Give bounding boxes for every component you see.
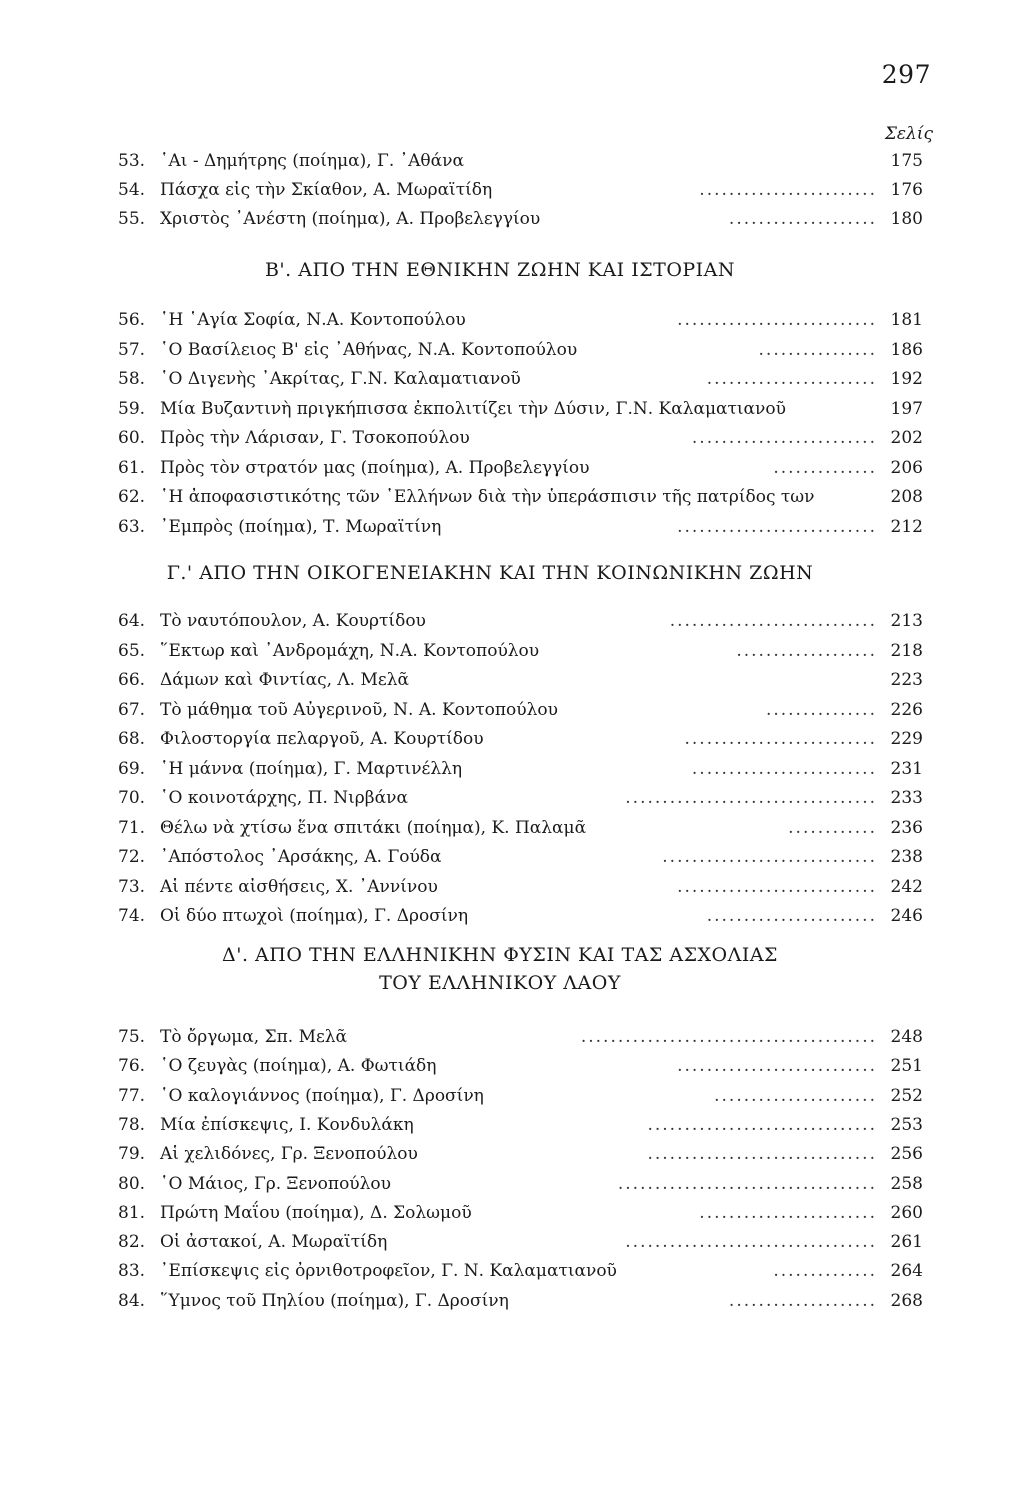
entry-number: 73. bbox=[118, 876, 146, 897]
dot-leader: ........................... bbox=[677, 310, 877, 330]
entry-page-number: 258 bbox=[890, 1173, 923, 1194]
toc-entry bbox=[0, 1082, 1013, 1110]
entry-number: 66. bbox=[118, 670, 146, 690]
entry-title: Μία ἐπίσκεψις, Ι. Κονδυλάκη bbox=[160, 1114, 414, 1135]
entry-page-number: 197 bbox=[890, 398, 923, 419]
entry-page-number: 261 bbox=[890, 1232, 923, 1253]
entry-page-number: 181 bbox=[890, 310, 923, 330]
dot-leader: .................... bbox=[728, 1290, 877, 1311]
entry-title: Πρὸς τὴν Λάρισαν, Γ. Τσοκοπούλου bbox=[160, 428, 470, 448]
dot-leader: ....................... bbox=[706, 906, 877, 926]
entry-page-number: 242 bbox=[890, 876, 923, 897]
entry-title: ῾Η μάννα (ποίημα), Γ. Μαρτινέλλη bbox=[160, 758, 463, 779]
toc-entry bbox=[0, 637, 1013, 665]
entry-title: Θέλω νὰ χτίσω ἕνα σπιτάκι (ποίημα), Κ. Παλαμᾶ bbox=[160, 817, 587, 838]
entry-number: 54. bbox=[118, 180, 146, 200]
dot-leader: ............ bbox=[788, 817, 877, 838]
entry-page-number: 236 bbox=[890, 817, 923, 838]
entry-title: Αἱ πέντε αἰσθήσεις, Χ. ᾿Αννίνου bbox=[160, 876, 438, 897]
entry-title: Τὸ ναυτόπουλον, Α. Κουρτίδου bbox=[160, 611, 426, 631]
entry-title: ῾Ο κοινοτάρχης, Π. Νιρβάνα bbox=[160, 788, 408, 808]
toc-entry bbox=[0, 1111, 1013, 1139]
dot-leader: ............................ bbox=[669, 611, 877, 631]
section-heading-b: Β'. ΑΠΟ ΤΗΝ ΕΘΝΙΚΗΝ ΖΩΗΝ ΚΑΙ ΙΣΤΟΡΙΑΝ bbox=[264, 259, 736, 281]
entry-number: 79. bbox=[118, 1144, 146, 1165]
entry-page-number: 231 bbox=[890, 758, 923, 779]
entry-page-number: 246 bbox=[890, 906, 923, 926]
entry-number: 77. bbox=[118, 1085, 146, 1106]
entry-page-number: 264 bbox=[890, 1261, 923, 1282]
entry-title: ᾿Απόστολος ᾿Αρσάκης, Α. Γούδα bbox=[160, 847, 442, 867]
entry-title: ῾Η ῾Αγία Σοφία, Ν.Α. Κοντοπούλου bbox=[160, 310, 466, 330]
toc-entry bbox=[0, 784, 1013, 812]
entry-title: ῞Υμνος τοῦ Πηλίου (ποίημα), Γ. Δροσίνη bbox=[160, 1290, 509, 1311]
toc-entry bbox=[0, 696, 1013, 724]
entry-title: ῾Ο ζευγὰς (ποίημα), Α. Φωτιάδη bbox=[160, 1056, 437, 1077]
toc-entry bbox=[0, 755, 1013, 783]
toc-entry bbox=[0, 666, 1013, 694]
dot-leader: ........................................ bbox=[580, 1027, 877, 1047]
entry-title: ῾Ο Διγενὴς ᾿Ακρίτας, Γ.Ν. Καλαματιανοῦ bbox=[160, 369, 521, 389]
entry-page-number: 268 bbox=[890, 1290, 923, 1311]
toc-entry bbox=[0, 1170, 1013, 1198]
dot-leader: .................... bbox=[728, 209, 877, 229]
dot-leader: ............................... bbox=[647, 1114, 877, 1135]
dot-leader: ................................... bbox=[617, 1173, 877, 1194]
entry-title: ῞Εκτωρ καὶ ᾿Ανδρομάχη, Ν.Α. Κοντοπούλου bbox=[160, 640, 540, 661]
toc-entry bbox=[0, 814, 1013, 842]
entry-page-number: 202 bbox=[890, 428, 923, 448]
entry-title: ῾Ο Μάιος, Γρ. Ξενοπούλου bbox=[160, 1173, 391, 1194]
entry-title: Τὸ ὄργωμα, Σπ. Μελᾶ bbox=[160, 1027, 348, 1047]
entry-number: 60. bbox=[118, 428, 146, 448]
entry-title: Αἱ χελιδόνες, Γρ. Ξενοπούλου bbox=[160, 1144, 418, 1165]
toc-entry bbox=[0, 607, 1013, 635]
entry-page-number: 175 bbox=[890, 151, 923, 171]
toc-entry bbox=[0, 395, 1013, 423]
entry-number: 84. bbox=[118, 1290, 146, 1311]
toc-entry bbox=[0, 725, 1013, 753]
dot-leader: .................................. bbox=[625, 788, 877, 808]
entry-number: 63. bbox=[118, 516, 146, 537]
dot-leader: ....................... bbox=[706, 369, 877, 389]
toc-entry bbox=[0, 454, 1013, 482]
dot-leader: ...................... bbox=[714, 1085, 877, 1106]
toc-entry bbox=[0, 1257, 1013, 1285]
dot-leader: .............. bbox=[773, 457, 877, 478]
entry-number: 55. bbox=[118, 209, 146, 229]
entry-number: 68. bbox=[118, 729, 146, 749]
toc-entry bbox=[0, 1140, 1013, 1168]
entry-page-number: 212 bbox=[890, 516, 923, 537]
toc-entry bbox=[0, 513, 1013, 541]
dot-leader: ........................ bbox=[699, 1202, 877, 1223]
toc-entry bbox=[0, 1199, 1013, 1227]
entry-title: ῾Ο καλογιάννος (ποίημα), Γ. Δροσίνη bbox=[160, 1085, 484, 1106]
entry-page-number: 176 bbox=[890, 180, 923, 200]
entry-page-number: 186 bbox=[890, 339, 923, 360]
dot-leader: ........................... bbox=[677, 876, 877, 897]
dot-leader: ............................. bbox=[662, 847, 877, 867]
entry-number: 71. bbox=[118, 817, 146, 838]
toc-entry bbox=[0, 147, 1013, 175]
dot-leader: ................... bbox=[736, 640, 877, 661]
entry-page-number: 260 bbox=[890, 1202, 923, 1223]
toc-entry bbox=[0, 1052, 1013, 1080]
entry-number: 82. bbox=[118, 1232, 146, 1253]
entry-page-number: 208 bbox=[890, 487, 923, 507]
entry-number: 76. bbox=[118, 1056, 146, 1077]
entry-number: 72. bbox=[118, 847, 146, 867]
entry-number: 81. bbox=[118, 1202, 146, 1223]
dot-leader: ............... bbox=[765, 699, 877, 720]
entry-number: 57. bbox=[118, 339, 146, 360]
entry-number: 80. bbox=[118, 1173, 146, 1194]
entry-title: ῾Η ἀποφασιστικότης τῶν ῾Ελλήνων διὰ τὴν ὑπεράσπισιν τῆς πατρίδος των bbox=[160, 487, 815, 507]
entry-page-number: 248 bbox=[890, 1027, 923, 1047]
dot-leader: ............................... bbox=[647, 1144, 877, 1165]
section-heading-d-line1: Δ'. ΑΠΟ ΤΗΝ ΕΛΛΗΝΙΚΗΝ ΦΥΣΙΝ ΚΑΙ ΤΑΣ ΑΣΧΟΛΙΑΣ bbox=[222, 944, 778, 966]
section-heading-c: Γ.' ΑΠΟ ΤΗΝ ΟΙΚΟΓΕΝΕΙΑΚΗΝ ΚΑΙ ΤΗΝ ΚΟΙΝΩΝΙΚΗΝ ΖΩΗΝ bbox=[166, 562, 814, 584]
toc-entry bbox=[0, 424, 1013, 452]
entry-page-number: 226 bbox=[890, 699, 923, 720]
toc-entry bbox=[0, 843, 1013, 871]
entry-number: 74. bbox=[118, 906, 146, 926]
entry-number: 65. bbox=[118, 640, 146, 661]
page-column-header: Σελίς bbox=[884, 124, 933, 144]
entry-title: Δάμων καὶ Φιντίας, Λ. Μελᾶ bbox=[160, 670, 409, 690]
toc-entry bbox=[0, 205, 1013, 233]
dot-leader: .......................... bbox=[684, 729, 877, 749]
dot-leader: ................ bbox=[758, 339, 877, 360]
entry-title: Πάσχα εἰς τὴν Σκίαθον, Α. Μωραϊτίδη bbox=[160, 180, 493, 200]
entry-title: Φιλοστοργία πελαργοῦ, Α. Κουρτίδου bbox=[160, 729, 484, 749]
entry-page-number: 218 bbox=[890, 640, 923, 661]
entry-title: Πρὸς τὸν στρατόν μας (ποίημα), Α. Προβελεγγίου bbox=[160, 457, 590, 478]
entry-number: 59. bbox=[118, 398, 146, 419]
dot-leader: .............. bbox=[773, 1261, 877, 1282]
entry-title: ᾿Εμπρὸς (ποίημα), Τ. Μωραϊτίνη bbox=[160, 516, 442, 537]
dot-leader: ........................... bbox=[677, 1056, 877, 1077]
toc-entry bbox=[0, 365, 1013, 393]
entry-page-number: 229 bbox=[890, 729, 923, 749]
entry-number: 70. bbox=[118, 788, 146, 808]
dot-leader: ........................... bbox=[677, 516, 877, 537]
entry-title: Τὸ μάθημα τοῦ Αὐγερινοῦ, Ν. Α. Κοντοπούλου bbox=[160, 699, 558, 720]
entry-number: 56. bbox=[118, 310, 146, 330]
entry-page-number: 223 bbox=[890, 670, 923, 690]
toc-entry bbox=[0, 306, 1013, 334]
entry-number: 69. bbox=[118, 758, 146, 779]
entry-number: 75. bbox=[118, 1027, 146, 1047]
entry-page-number: 213 bbox=[890, 611, 923, 631]
toc-entry bbox=[0, 1023, 1013, 1051]
entry-page-number: 252 bbox=[890, 1085, 923, 1106]
dot-leader: ......................... bbox=[691, 428, 877, 448]
dot-leader: .................................. bbox=[625, 1232, 877, 1253]
toc-entry bbox=[0, 873, 1013, 901]
toc-entry bbox=[0, 483, 1013, 511]
entry-number: 53. bbox=[118, 151, 146, 171]
toc-entry bbox=[0, 176, 1013, 204]
dot-leader: ........................ bbox=[699, 180, 877, 200]
entry-page-number: 238 bbox=[890, 847, 923, 867]
entry-page-number: 180 bbox=[890, 209, 923, 229]
entry-title: Χριστὸς ᾿Ανέστη (ποίημα), Α. Προβελεγγίου bbox=[160, 209, 541, 229]
entry-number: 67. bbox=[118, 699, 146, 720]
entry-page-number: 206 bbox=[890, 457, 923, 478]
entry-number: 58. bbox=[118, 369, 146, 389]
entry-number: 78. bbox=[118, 1114, 146, 1135]
toc-entry bbox=[0, 902, 1013, 930]
entry-number: 83. bbox=[118, 1261, 146, 1282]
entry-title: ῾Αι - Δημήτρης (ποίημα), Γ. ᾿Αθάνα bbox=[160, 151, 464, 171]
entry-page-number: 192 bbox=[890, 369, 923, 389]
entry-page-number: 233 bbox=[890, 788, 923, 808]
dot-leader: ......................... bbox=[691, 758, 877, 779]
section-heading-d-line2: ΤΟΥ ΕΛΛΗΝΙΚΟΥ ΛΑΟΥ bbox=[379, 972, 621, 994]
entry-title: ῾Ο Βασίλειος Β' εἰς ᾿Αθήνας, Ν.Α. Κοντοπούλου bbox=[160, 339, 578, 360]
entry-page-number: 256 bbox=[890, 1144, 923, 1165]
entry-title: Οἱ ἀστακοί, Α. Μωραϊτίδη bbox=[160, 1232, 388, 1253]
entry-title: Οἱ δύο πτωχοὶ (ποίημα), Γ. Δροσίνη bbox=[160, 906, 469, 926]
entry-number: 62. bbox=[118, 487, 146, 507]
entry-title: Πρώτη Μαΐου (ποίημα), Δ. Σολωμοῦ bbox=[160, 1202, 472, 1223]
entry-number: 61. bbox=[118, 457, 146, 478]
toc-entry bbox=[0, 1287, 1013, 1315]
page-number: 297 bbox=[881, 60, 931, 89]
entry-title: ᾿Επίσκεψις εἰς ὀρνιθοτροφεῖον, Γ. Ν. Καλαματιανοῦ bbox=[160, 1261, 617, 1282]
entry-title: Μία Βυζαντινὴ πριγκήπισσα ἐκπολιτίζει τὴν Δύσιν, Γ.Ν. Καλαματιανοῦ bbox=[160, 398, 786, 419]
toc-entry bbox=[0, 336, 1013, 364]
entry-number: 64. bbox=[118, 611, 146, 631]
toc-entry bbox=[0, 1228, 1013, 1256]
entry-page-number: 253 bbox=[890, 1114, 923, 1135]
entry-page-number: 251 bbox=[890, 1056, 923, 1077]
